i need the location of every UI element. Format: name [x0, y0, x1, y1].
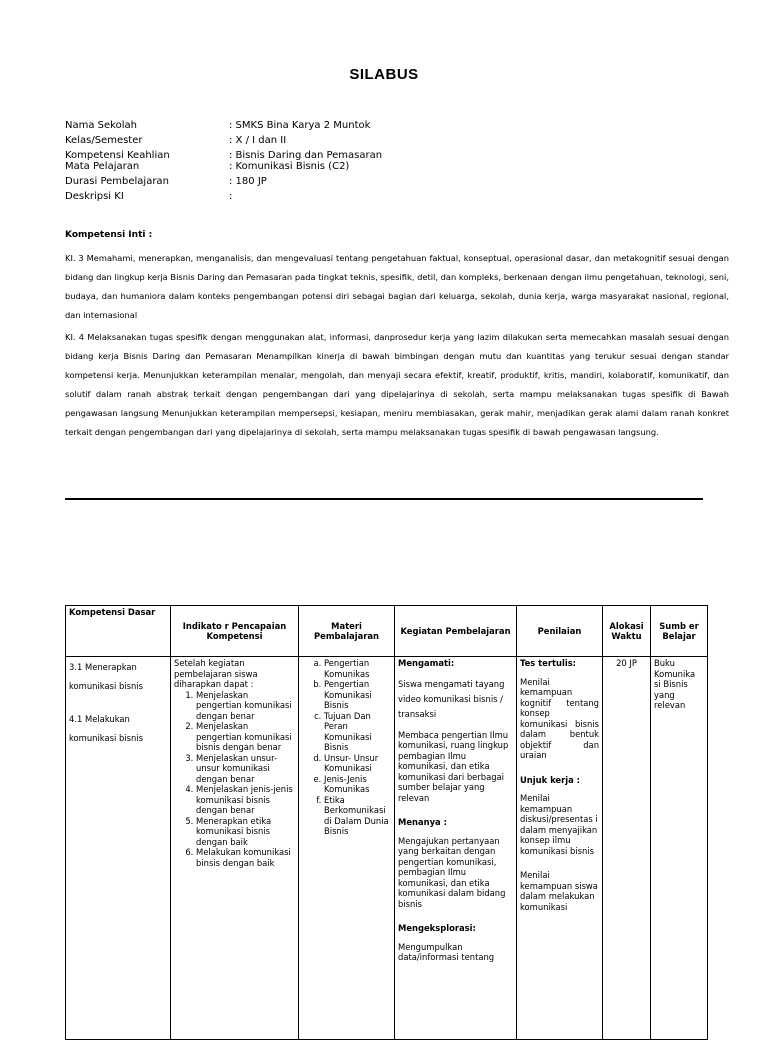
info-value: : X / I dan II	[229, 135, 287, 146]
kegiatan-eksplorasi-heading: Mengeksplorasi:	[398, 923, 476, 933]
kd-item: 3.1 Menerapkan komunikasi bisnis	[69, 662, 143, 691]
indikator-intro: Setelah kegiatan pembelajaran siswa diharapkan dapat :	[174, 658, 258, 689]
penilaian-text: Menilai kemampuan diskusi/presentas i dalam menyajikan konsep ilmu komunikasi bisnis	[520, 793, 598, 856]
info-value: : Bisnis Daring dan Pemasaran	[229, 150, 383, 161]
info-label: Kompetensi Keahlian	[65, 150, 170, 161]
list-item: e. Jenis-Jenis Komunikas	[324, 774, 391, 795]
penilaian-unjuk-heading: Unjuk kerja :	[520, 774, 581, 785]
info-value: : SMKS Bina Karya 2 Muntok	[229, 120, 371, 131]
header-penilaian: Penilaian	[517, 606, 603, 657]
kegiatan-mengamati-heading: Mengamati:	[398, 658, 455, 668]
kd-item: 4.1 Melakukan komunikasi bisnis	[69, 714, 143, 743]
cell-penilaian	[517, 657, 603, 1040]
ki3-paragraph: KI. 3 Memahami, menerapkan, menganalisis, dan mengevaluasi tentang pengetahuan faktual, konseptual, operasional dasar, dan metakognitif sesuai dengan bidang dan lingkup kerja Bisnis Daring dan Pemasaran pada tingkat teknis, spesifik, detil, dan kompleks, berkenaan dengan ilmu pengetahuan, teknologi, seni, budaya, dan humaniora dalam konteks pengembangan potensi diri sebagai bagian dari keluarga, sekolah, dunia kerja, warga masyarakat nasional, regional, dan internasional	[65, 253, 729, 320]
info-label: Nama Sekolah	[65, 120, 137, 131]
list-item: 3. Menjelaskan unsur-unsur komunikasi dengan benar	[196, 753, 295, 785]
info-value: : 180 JP	[229, 176, 267, 187]
header-kompetensi-dasar: Kompetensi Dasar	[66, 606, 171, 657]
kegiatan-text: Mengumpulkan data/informasi tentang	[398, 941, 495, 962]
info-value: :	[229, 191, 233, 202]
cell-alokasi	[603, 657, 651, 1040]
syllabus-table	[65, 605, 708, 1040]
header-materi: Materi Pembalajaran	[299, 606, 395, 657]
list-item: b. Pengertian Komunikasi Bisnis	[324, 679, 391, 711]
materi-list	[302, 658, 391, 837]
cell-kompetensi-dasar	[66, 657, 171, 1040]
table-row	[66, 657, 708, 1040]
penilaian-tes-heading: Tes tertulis:	[520, 658, 577, 668]
penilaian-text: Menilai kemampuan siswa dalam melakukan komunikasi	[520, 870, 598, 912]
kegiatan-text: Siswa mengamati tayang video komunikasi bisnis / transaksi	[398, 678, 505, 719]
cell-sumber	[651, 657, 708, 1040]
header-kegiatan: Kegiatan Pembelajaran	[395, 606, 517, 657]
sumber-value: Buku Komunika si Bisnis yang relevan	[654, 658, 696, 710]
list-item: c. Tujuan Dan Peran Komunikasi Bisnis	[324, 711, 391, 753]
list-item: 1. Menjelaskan pengertian komunikasi dengan benar	[196, 690, 295, 722]
cell-kegiatan	[395, 657, 517, 1040]
cell-indikator	[171, 657, 299, 1040]
header-alokasi: Alokasi Waktu	[603, 606, 651, 657]
info-label: Deskripsi KI	[65, 191, 124, 202]
list-item: a. Pengertian Komunikas	[324, 658, 391, 679]
list-item: 6. Melakukan komunikasi binsis dengan baik	[196, 847, 295, 868]
cell-materi	[299, 657, 395, 1040]
alokasi-value: 20 JP	[616, 658, 637, 668]
list-item: 5. Menerapkan etika komunikasi bisnis dengan baik	[196, 816, 295, 848]
kegiatan-text: Membaca pengertian Ilmu komunikasi, ruang lingkup pembagian Ilmu komunikasi, dan etika komunikasi dari berbagai sumber belajar yang relevan	[398, 729, 509, 803]
core-competency-heading: Kompetensi Inti :	[65, 230, 153, 240]
info-value: : Komunikasi Bisnis (C2)	[229, 161, 350, 172]
indikator-list	[174, 690, 295, 869]
ki4-paragraph: KI. 4 Melaksanakan tugas spesifik dengan menggunakan alat, informasi, danprosedur kerja yang lazim dilakukan serta memecahkan masalah sesuai dengan bidang kerja Bisnis Daring dan Pemasaran Menampilkan kinerja di bawah bimbingan dengan mutu dan kuantitas yang terukur sesuai dengan standar kompetensi kerja. Menunjukkan keterampilan menalar, mengolah, dan menyaji secara efektif, kreatif, produktif, kritis, mandiri, kolaboratif, komunikatif, dan solutif dalam ranah abstrak terkait dengan pengembangan dari yang dipelajarinya di sekolah, serta mampu melaksanakan tugas spesifik di Bawah pengawasan langsung Menunjukkan keterampilan mempersepsi, kesiapan, meniru membiasakan, gerak mahir, menjadikan gerak alami dalam ranah konkret terkait dengan pengembangan dari yang dipelajarinya di sekolah, serta mampu melaksanakan tugas spesifik di bawah pengawasan langsung.	[65, 332, 729, 437]
kegiatan-menanya-heading: Menanya :	[398, 817, 447, 827]
list-item: 4. Menjelaskan jenis-jenis komunikasi bisnis dengan benar	[196, 784, 295, 816]
header-indikator: Indikato r Pencapaian Kompetensi	[171, 606, 299, 657]
kegiatan-text: Mengajukan pertanyaan yang berkaitan dengan pengertian komunikasi, pembagian Ilmu komunikasi, dan etika komunikasi dalam bidang bisnis	[398, 835, 506, 909]
document-title: SILABUS	[349, 66, 419, 83]
info-label: Durasi Pembelajaran	[65, 176, 169, 187]
list-item: 2. Menjelaskan pengertian komunikasi bisnis dengan benar	[196, 721, 295, 753]
table-header-row	[66, 606, 708, 657]
info-label: Mata Pelajaran	[65, 161, 140, 172]
list-item: d. Unsur- Unsur Komunikasi	[324, 753, 391, 774]
penilaian-text: Menilai kemampuan kognitif tentang konsep komunikasi bisnis dalam bentuk objektif dan uraian	[520, 676, 599, 760]
horizontal-divider	[65, 498, 703, 500]
header-sumber: Sumb er Belajar	[651, 606, 708, 657]
info-label: Kelas/Semester	[65, 135, 143, 146]
list-item: f. Etika Berkomunikasi di Dalam Dunia Bisnis	[324, 795, 391, 837]
